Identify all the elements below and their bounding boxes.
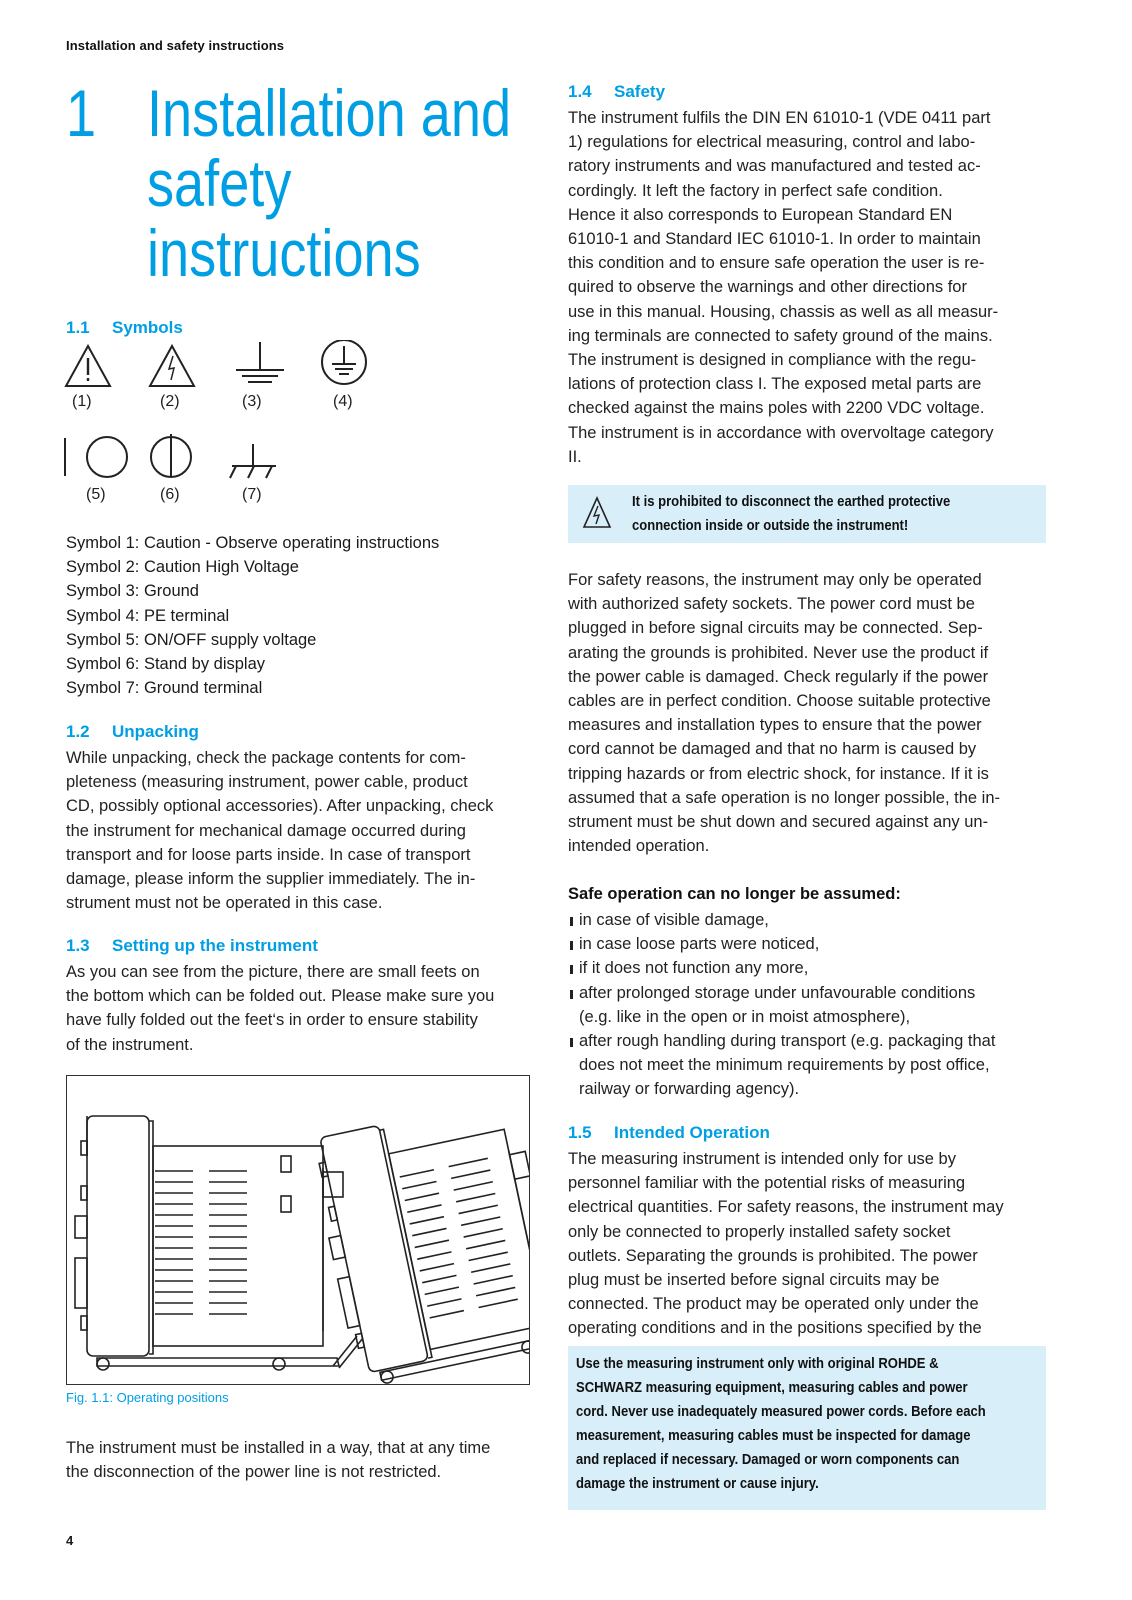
list-item [568,981,1058,1029]
text-line: strument must not be operated in this case. [66,894,383,913]
warning-text [632,490,1046,538]
symbol-description: Symbol 7: Ground terminal [66,679,263,698]
symbol-description: Symbol 4: PE terminal [66,606,230,625]
list-item-text: in case loose parts were noticed, [579,935,820,954]
text-line: the bottom which can be folded out. Please make sure you [66,987,495,1006]
text-line: lations of protection class I. The exposed metal parts are [568,375,982,394]
text-line: 1) regulations for electrical measuring, control and labo- [568,133,976,152]
section-heading-symbols [66,318,183,338]
notice-line: and replaced if necessary. Damaged or worn components can [576,1452,960,1468]
notice-line: measurement, measuring cables must be inspected for damage [576,1428,971,1444]
text-line: damage, please inform the supplier immediately. The in- [66,870,476,889]
notice-text [576,1352,1044,1496]
high-voltage-warning-icon [582,495,612,531]
list-item-text: in case of visible damage, [579,911,769,929]
symbol-description: Symbol 2: Caution High Voltage [66,558,299,577]
symbol-label: (4) [333,393,353,410]
text-line: arating the grounds is prohibited. Never use the product if [568,643,989,662]
text-line: cord cannot be damaged and that no harm is caused by [568,740,977,759]
chapter-title-line: instructions [147,216,421,290]
section-title: Symbols [112,318,183,337]
text-line: ratory instruments and was manufactured and tested ac- [568,157,981,176]
running-header: Installation and safety instructions [66,38,285,53]
warning-line: It is prohibited to disconnect the earthed protective [632,494,951,510]
text-line: checked against the mains poles with 2200 VDC voltage. [568,399,985,418]
instrument-tilted-drawing [308,1097,529,1384]
text-line: assumed that a safe operation is no longer possible, the in- [568,788,1001,807]
text-line: As you can see from the picture, there are small feets on [66,963,480,981]
instrument-upright-drawing [75,1116,343,1370]
text-line: strument must be shut down and secured against any un- [568,813,989,832]
text-line: tripping hazards or from electric shock, for instance. If it is [568,764,989,783]
symbols-row-1 [60,340,380,396]
symbol-description: Symbol 5: ON/OFF supply voltage [66,630,317,649]
text-line: connected. The product may be operated only under the [568,1295,979,1314]
ground-terminal-icon [230,444,276,478]
text-line: have fully folded out the feet‘s in order to ensure stability [66,1011,478,1030]
text-line: 61010-1 and Standard IEC 61010-1. In order to maintain [568,230,981,249]
list-item [568,956,1058,980]
text-line: ing terminals are connected to safety ground of the mains. [568,326,993,345]
text-line: cables are in perfect condition. Choose suitable protective [568,692,991,711]
text-line: pleteness (measuring instrument, power cable, product [66,773,468,792]
section-title: Safety [614,82,666,101]
section-number: 1.3 [66,936,90,955]
section-heading-safety [568,82,665,102]
ground-icon [236,342,284,382]
section-title: Intended Operation [614,1123,770,1142]
text-line: The instrument is in accordance with overvoltage category [568,423,994,442]
section-heading-unpacking [66,722,199,742]
list-item-text: railway or forwarding agency). [579,1080,800,1099]
text-line: plug must be inserted before signal circuits may be [568,1271,940,1290]
section-number: 1.4 [568,82,592,101]
section-number: 1.5 [568,1123,592,1142]
list-item-text: if it does not function any more, [579,959,809,978]
text-line: Hence it also corresponds to European Standard EN [568,205,953,224]
section-title: Setting up the instrument [112,936,318,955]
notice-line: Use the measuring instrument only with original ROHDE & [576,1356,939,1372]
unpacking-paragraph [66,746,546,915]
text-line: II. [568,447,582,466]
standby-icon [151,434,191,477]
unsafe-conditions-heading: Safe operation can no longer be assumed: [568,885,901,903]
high-voltage-triangle-icon [150,346,194,386]
list-item [568,932,1058,956]
text-line: transport and for loose parts inside. In case of transport [66,845,471,864]
text-line: measures and installation types to ensure that the power [568,716,982,735]
notice-line: SCHWARZ measuring equipment, measuring cables and power [576,1380,968,1396]
setup-paragraph [66,960,546,1057]
text-line: only be connected to properly installed safety socket [568,1222,951,1241]
chapter-title [147,78,573,288]
text-line: operating conditions and in the positions specified by the [568,1319,982,1338]
text-line: outlets. Separating the grounds is prohibited. The power [568,1246,978,1265]
warning-line: connection inside or outside the instrument! [632,518,909,534]
section-heading-setup [66,936,318,956]
symbol-description: Symbol 6: Stand by display [66,655,266,674]
notice-line: cord. Never use inadequately measured power cords. Before each [576,1404,986,1420]
text-line: the instrument for mechanical damage occurred during [66,821,466,840]
pe-terminal-icon [322,340,366,384]
section-number: 1.1 [66,318,90,337]
text-line: use in this manual. Housing, chassis as well as all measur- [568,302,999,321]
equipment-notice-box [568,1346,1046,1510]
text-line: intended operation. [568,837,710,856]
symbol-label: (1) [72,393,92,410]
text-line: For safety reasons, the instrument may only be operated [568,571,982,589]
list-item-text: (e.g. like in the open or in moist atmosphere), [579,1007,911,1026]
text-line: plugged in before signal circuits may be connected. Sep- [568,619,983,638]
symbol-label: (7) [242,486,262,503]
chapter-title-line: Installation and [147,76,512,150]
text-line: CD, possibly optional accessories). After unpacking, check [66,797,494,816]
text-line: The instrument fulfils the DIN EN 61010-1 (VDE 0411 part [568,109,991,127]
list-item-text: does not meet the minimum requirements by post office, [579,1056,990,1075]
safety-paragraph [568,106,1058,469]
section-title: Unpacking [112,722,199,741]
symbol-description: Symbol 3: Ground [66,582,199,601]
installation-note [66,1436,546,1484]
text-line: of the instrument. [66,1035,194,1054]
list-item-text: after rough handling during transport (e.g. packaging that [579,1032,996,1051]
instrument-drawings [67,1076,529,1384]
chapter-number: 1 [66,76,97,150]
symbol-label: (3) [242,393,262,410]
text-line: electrical quantities. For safety reasons, the instrument may [568,1198,1004,1217]
text-line: While unpacking, check the package contents for com- [66,749,466,767]
symbol-description: Symbol 1: Caution - Observe operating instructions [66,534,440,552]
text-line: the disconnection of the power line is not restricted. [66,1463,442,1482]
chapter-title-line: safety [147,146,292,220]
vent-slots-left [155,1171,247,1314]
notice-line: damage the instrument or cause injury. [576,1476,819,1492]
symbol-label: (6) [160,486,180,503]
list-item-text: after prolonged storage under unfavourable conditions [579,983,976,1002]
text-line: the power cable is damaged. Check regularly if the power [568,667,989,686]
section-heading-intended-operation [568,1123,770,1143]
text-line: The instrument is designed in compliance with the regu- [568,351,977,370]
on-off-icon [65,437,127,477]
section-number: 1.2 [66,722,90,741]
text-line: The measuring instrument is intended only for use by [568,1150,956,1168]
operating-positions-figure [66,1075,530,1385]
text-line: this condition and to ensure safe operation the user is re- [568,254,985,273]
list-item [568,908,1058,932]
symbol-label: (5) [86,486,106,503]
page-number: 4 [66,1533,74,1548]
intended-operation-paragraph [568,1147,1058,1341]
list-item [568,1029,1058,1102]
caution-triangle-icon [66,346,110,386]
safety-paragraph-2 [568,568,1058,858]
text-line: cordingly. It left the factory in perfect safe condition. [568,181,943,200]
symbols-row-2 [60,434,300,484]
text-line: with authorized safety sockets. The power cord must be [568,595,975,614]
unsafe-conditions-list [568,908,1058,1102]
text-line: personnel familiar with the potential risks of measuring [568,1174,966,1193]
earth-warning-box [568,485,1046,543]
text-line: quired to observe the warnings and other directions for [568,278,967,297]
symbol-label: (2) [160,393,180,410]
figure-caption: Fig. 1.1: Operating positions [66,1390,229,1405]
text-line: The instrument must be installed in a way, that at any time [66,1439,491,1457]
symbol-descriptions [66,531,506,700]
